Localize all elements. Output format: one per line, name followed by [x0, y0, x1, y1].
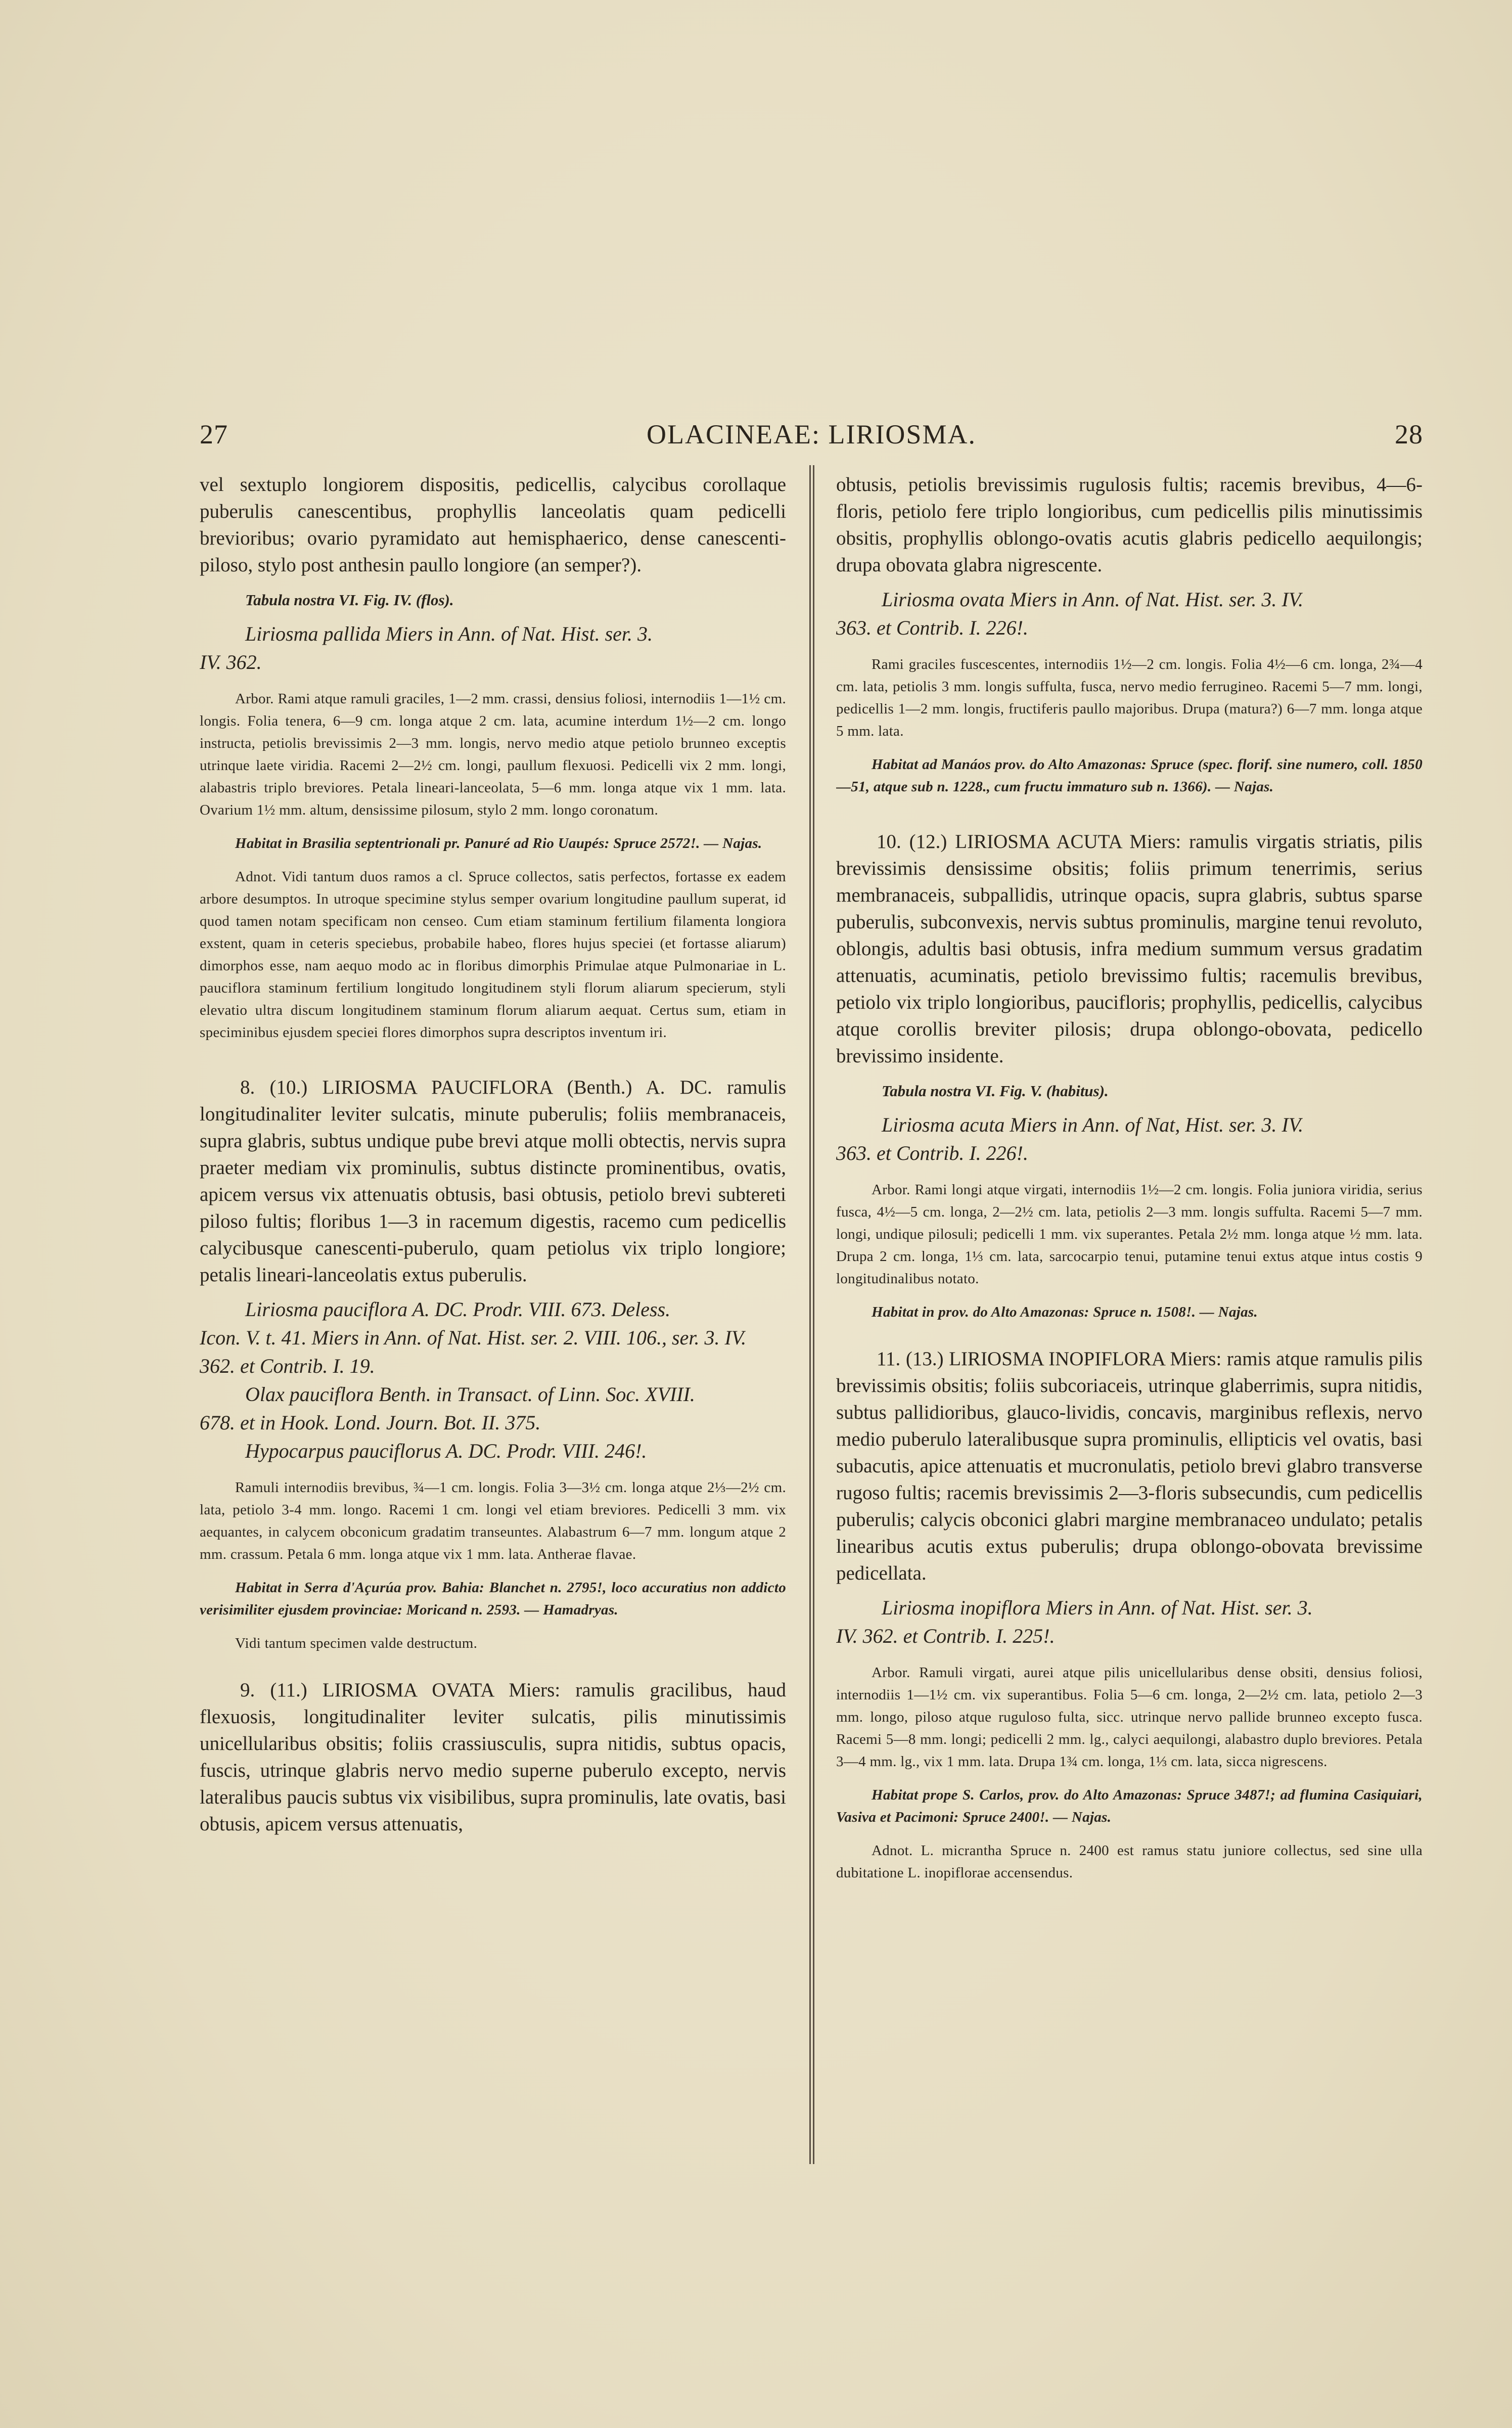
- species-diagnosis: 10. (12.) LIRIOSMA ACUTA Miers: ramulis virgatis striatis, pilis brevissimis densissime obsitis; foliis primum tenerrimis, serius membranaceis, subpallidis, utrinque opacis, supra glabris, subtus sparse puberulis, subconvexis, nervis subtus prominulis, margine tenui revoluto, oblongis, adultis basi obtusis, infra medium summum versus gradatim attenuatis, acuminatis, petiolo brevissimo fultis; racemulis brevibus, petiolo vix triplo longioribus, paucifloris; prophyllis, pedicellis, calycibus atque corollis breviter pilosis; drupa oblongo-obovata, pedicello brevissimo insidente.: [836, 831, 1423, 1067]
- description-small: Arbor. Rami longi atque virgati, internodiis 1½—2 cm. longis. Folia juniora viridia, serius fusca, 4½—5 cm. longa, 2—2½ cm. lata, petiolis 2—3 mm. longis suffulta. Racemi 5—7 mm. longi, undique pilosuli; pedicelli 1 mm. vix superantes. Petala 2½ mm. longa atque ½ mm. lata. Drupa 2 cm. longa, 1⅓ cm. lata, sarcocarpio tenui, putamine tenui extus atque intus costis 9 longitudinalibus notato.: [836, 1182, 1423, 1287]
- right-column: [836, 471, 1423, 2170]
- adnotatio: Adnot. L. micrantha Spruce n. 2400 est ramus statu juniore collectus, sed sine ulla dubitatione L. inopiflorae accensendus.: [836, 1842, 1423, 1881]
- plate-reference: Tabula nostra VI. Fig. V. (habitus).: [882, 1082, 1109, 1100]
- citation-line: 678. et in Hook. Lond. Journ. Bot. II. 375.: [200, 1411, 541, 1434]
- habitat-note: Habitat prope S. Carlos, prov. do Alto Amazonas: Spruce 3487!; ad flumina Casiquiari, Vasiva et Pacimoni: Spruce 2400!. — Najas.: [836, 1787, 1423, 1825]
- citation-block: [200, 1295, 786, 1465]
- citation-line: Liriosma acuta Miers in Ann. of Nat, Hist. ser. 3. IV.: [882, 1113, 1304, 1136]
- plate-reference: Tabula nostra VI. Fig. IV. (flos).: [245, 591, 454, 609]
- page-header: [200, 419, 1423, 459]
- citation-line: Hypocarpus pauciflorus A. DC. Prodr. VIII. 246!.: [245, 1440, 647, 1462]
- species-diagnosis: 9. (11.) LIRIOSMA OVATA Miers: ramulis gracilibus, haud flexuosis, longitudinaliter leviter sulcatis, pilis minutissimis unicellularibus obsitis; foliis crassiusculis, supra nitidis, subtus opacis, fuscis, utrinque glabris nervo medio superne puberulo excepto, nervis lateralibus paucis subtus vix visibilibus, supra prominulis, late ovatis, basi obtusis, apicem versus attenuatis,: [200, 1679, 786, 1835]
- citation-line: Liriosma pauciflora A. DC. Prodr. VIII. 673. Deless.: [245, 1298, 671, 1321]
- citation-block: [836, 1594, 1423, 1650]
- description-small: Rami graciles fuscescentes, internodiis 1½—2 cm. longis. Folia 4½—6 cm. longa, 2¾—4 cm. lata, petiolis 3 mm. longis suffulta, fusca, nervo medio ferrugineo. Racemi 5—7 mm. longi, pedicellis 1—2 mm. longis, fructiferis paullo majoribus. Drupa (matura?) 6—7 mm. longa atque 5 mm. lata.: [836, 656, 1423, 739]
- species-diagnosis: 8. (10.) LIRIOSMA PAUCIFLORA (Benth.) A. DC. ramulis longitudinaliter leviter sulcatis, minute puberulis; foliis membranaceis, supra glabris, subtus undique pube brevi atque molli obtectis, nervis supra praeter mediam vix prominulis, subtus distincte prominentibus, ovatis, apicem versus vix attenuatis obtusis, basi obtusis, petiolo brevi subtereti piloso fultis; floribus 1—3 in racemum digestis, racemo cum pedicellis calycibusque canescenti-puberulo, quam petiolus vix triplo longiore; petalis lineari-lanceolatis extus puberulis.: [200, 1076, 786, 1286]
- citation-block: [200, 620, 786, 677]
- habitat-note: Habitat in Brasilia septentrionali pr. Panuré ad Rio Uaupés: Spruce 2572!. — Najas.: [235, 835, 762, 851]
- citation-line: Liriosma pallida Miers in Ann. of Nat. Hist. ser. 3.: [245, 622, 653, 645]
- citation-line: Liriosma ovata Miers in Ann. of Nat. Hist. ser. 3. IV.: [882, 588, 1304, 611]
- citation-line: Liriosma inopiflora Miers in Ann. of Nat. Hist. ser. 3.: [882, 1596, 1313, 1619]
- description-small: Arbor. Ramuli virgati, aurei atque pilis unicellularibus dense obsiti, densius foliosi, internodiis 1—1½ cm. vix superantibus. Folia 5—6 cm. longa, 2—2½ cm. lata, petiolo 2—3 mm. longo, piloso atque ruguloso fulta, sicc. utrinque nervo pallide brunneo excepto fusca. Racemi 5—8 mm. longi; pedicelli 2 mm. lg., calyci aequilongi, alabastro duplo breviores. Petala 3—4 mm. lg., vix 1 mm. lata. Drupa 1¾ cm. longa, 1⅓ cm. lata, sicca nigrescens.: [836, 1665, 1423, 1770]
- description-small: Ramuli internodiis brevibus, ¾—1 cm. longis. Folia 3—3½ cm. longa atque 2⅓—2½ cm. lata, petiolo 3-4 mm. longo. Racemi 1 cm. longi vel etiam breviores. Pedicelli 3 mm. vix aequantes, in calycem obconicum gradatim transeuntes. Alabastrum 6—7 mm. longum atque 2 mm. crassum. Petala 6 mm. longa atque vix 1 mm. lata. Antherae flavae.: [200, 1479, 786, 1562]
- citation-line: IV. 362. et Contrib. I. 225!.: [836, 1625, 1055, 1647]
- page-number-right: 28: [1395, 419, 1423, 449]
- citation-block: [836, 586, 1423, 642]
- paragraph-continuation: obtusis, petiolis brevissimis rugulosis fultis; racemis brevibus, 4—6-floris, petiolo fere triplo longioribus, cum pedicellis pilis minutissimis obsitis, prophyllis oblongo-ovatis acutis glabris pedicello aequilongis; drupa obovata glabra nigrescente.: [836, 474, 1423, 576]
- citation-line: IV. 362.: [200, 651, 262, 673]
- citation-line: 363. et Contrib. I. 226!.: [836, 616, 1028, 639]
- description-small: Arbor. Rami atque ramuli graciles, 1—2 mm. crassi, densius foliosi, internodiis 1—1½ cm. longis. Folia tenera, 6—9 cm. longa atque 2 cm. lata, acumine interdum 1½—2 cm. longo instructa, petiolis brevissimis 2—3 mm. longis, nervo medio atque petiolo brunneo exceptis utrinque laete viridia. Racemi 2—2½ cm. longi, paullum flexuosi. Pedicelli vix 2 mm. longi, alabastris triplo breviores. Petala lineari-lanceolata, 5—6 mm. longa atque vix 1 mm. lata. Ovarium 1½ mm. altum, densissime pilosum, stylo 2 mm. longo coronatum.: [200, 691, 786, 818]
- column-divider: [809, 465, 814, 2164]
- citation-line: 363. et Contrib. I. 226!.: [836, 1142, 1028, 1164]
- paragraph-continuation: vel sextuplo longiorem dispositis, pedicellis, calycibus corollaque puberulis canescentibus, prophyllis lanceolatis quam pedicelli brevioribus; ovario pyramidato aut hemisphaerico, dense canescenti-piloso, stylo post anthesin paullo longiore (an semper?).: [200, 474, 786, 576]
- citation-line: Olax pauciflora Benth. in Transact. of Linn. Soc. XVIII.: [245, 1383, 695, 1406]
- citation-line: Icon. V. t. 41. Miers in Ann. of Nat. Hist. ser. 2. VIII. 106., ser. 3. IV. 362. et Contrib. I. 19.: [200, 1326, 747, 1377]
- note: Vidi tantum specimen valde destructum.: [235, 1635, 478, 1651]
- citation-block: [836, 1111, 1423, 1167]
- adnotatio: Adnot. Vidi tantum duos ramos a cl. Spruce collectos, satis perfectos, fortasse ex eadem arbore desumptos. In utroque specimine stylus semper ovarium longitudine paullum superat, id quod tamen notam specificam non censeo. Cum etiam staminum fertilium filamenta longiora exstent, quam in ceteris speciebus, probabile habeo, flores hujus speciei (et fortasse aliarum) dimorphos esse, nam aequo modo ac in floribus dimorphis Primulae atque Pulmonariae in L. pauciflora staminum fertilium longitudo longitudinem styli florum aliarum specierum, styli elevatio ultra discum longitudinem staminum florum aliarum aequat. Certus sum, etiam in speciminibus ejusdem speciei flores dimorphos supra descriptos inventum iri.: [200, 869, 786, 1041]
- left-column: [200, 471, 786, 2170]
- running-title: OLACINEAE: LIRIOSMA.: [647, 419, 976, 449]
- habitat-note: Habitat ad Manáos prov. do Alto Amazonas: Spruce (spec. florif. sine numero, coll. 1850—51, atque sub n. 1228., cum fructu immaturo sub n. 1366). — Najas.: [836, 756, 1423, 795]
- habitat-note: Habitat in prov. do Alto Amazonas: Spruce n. 1508!. — Najas.: [872, 1304, 1258, 1320]
- habitat-note: Habitat in Serra d'Açurúa prov. Bahia: Blanchet n. 2795!, loco accuratius non addicto verisimiliter ejusdem provinciae: Moricand n. 2593. — Hamadryas.: [200, 1580, 786, 1618]
- page-number-left: 27: [200, 419, 228, 449]
- species-diagnosis: 11. (13.) LIRIOSMA INOPIFLORA Miers: ramis atque ramulis pilis brevissimis obsitis; foliis subcoriaceis, utrinque glaberrimis, supra nitidis, subtus pallidioribus, glauco-lividis, concavis, marginibus reflexis, nervo medio puberulo lateralibusque supra prominulis, ellipticis vel ovatis, basi subacutis, apice attenuatis et mucronulatis, petiolo brevi glabro transverse rugoso fultis; racemis brevissimis 2—3-floris subsecundis, cum pedicellis puberulis; calycis obconici glabri margine membranaceo undulato; petalis linearibus acutis extus puberulis; drupa oblongo-obovata brevissime pedicellata.: [836, 1348, 1423, 1584]
